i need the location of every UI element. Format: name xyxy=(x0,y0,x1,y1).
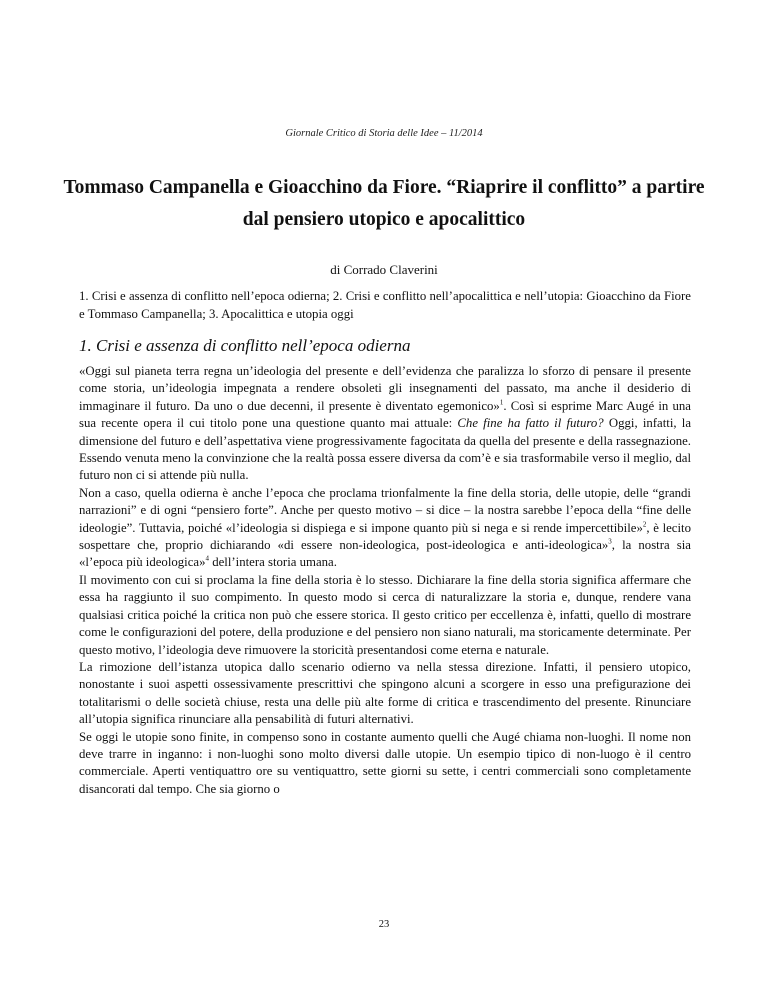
body-text xyxy=(79,363,691,798)
paragraph-2 xyxy=(79,485,691,572)
footnote-ref-2[interactable]: 2 xyxy=(642,520,647,529)
section-heading: 1. Crisi e assenza di conflitto nell’epoca odierna xyxy=(79,336,411,355)
paragraph-1-text-a: «Oggi sul pianeta terra regna un’ideologia del presente e dell’evidenza che paralizza lo sforzo di pensare il presente come storia, un’ideologia impegnata a rendere obsoleti gli insegnamenti del passato, ma anche il desiderio di immaginare il futuro. Da uno o due decenni, il presente è diventato egemonico» xyxy=(79,364,691,413)
footnote-ref-4[interactable]: 4 xyxy=(205,555,210,564)
book-title: Che fine ha fatto il futuro? xyxy=(457,416,604,431)
paragraph-4: La rimozione dell’istanza utopica dallo scenario odierno va nella stessa direzione. Infatti, il pensiero utopico, nonostante i suoi aspetti ossessivamente prescrittivi che spingono alcuni a scorgere in esso una prefigurazione dei totalitarismi o delle società chiuse, resta una delle più alte forme di critica e trascendimento del presente. Rinunciare all’utopia significa rinunciare alla pensabilità di futuri alternativi. xyxy=(79,659,691,727)
paragraph-3: Il movimento con cui si proclama la fine della storia è lo stesso. Dichiarare la fine della storia significa affermare che essa ha raggiunto il suo compimento. In questo modo si cerca di naturalizzare la storia e, dunque, rendere vana qualsiasi critica poiché la critica non può che essere storica. Il gesto critico per eccellenza è, infatti, quello di mostrare come le configurazioni del potere, della produzione e del pensiero non siano naturali, ma storicamente determinate. Per questo motivo, l’ideologia deve rimuovere la storicità presentandosi come eterna e naturale. xyxy=(79,572,691,657)
article-title: Tommaso Campanella e Gioacchino da Fiore. “Riaprire il conflitto” a partire dal pensiero utopico e apocalittico xyxy=(63,177,705,230)
footnote-ref-3[interactable]: 3 xyxy=(608,537,612,546)
paragraph-1 xyxy=(79,363,691,485)
paragraph-2-text-c: , la nostra sia «l’epoca più ideologica» xyxy=(79,538,691,570)
running-header: Giornale Critico di Storia delle Idee – 11/2014 xyxy=(285,128,483,139)
paragraph-1-text-c: Oggi, infatti, la dimensione del futuro e dell’aspettativa viene progressivamente fagocitata da quella del presente e della rassegnazione. Essendo venuta meno la convinzione che la realtà possa essere diversa da com’è e sia trasformabile verso il meglio, dal futuro non ci si attende più nulla. xyxy=(79,416,691,483)
paragraph-5: Se oggi le utopie sono finite, in compenso sono in costante aumento quelli che Augé chiama non-luoghi. Il nome non deve trarre in inganno: i non-luoghi sono molto diversi dalle utopie. Un esempio tipico di non-luogo è il centro commerciale. Aperti ventiquattro ore su ventiquattro, sette giorni su sette, i centri commerciali sono completamente disancorati dal tempo. Che sia giorno o xyxy=(79,729,691,796)
article-summary: 1. Crisi e assenza di conflitto nell’epoca odierna; 2. Crisi e conflitto nell’apocalittica e nell’utopia: Gioacchino da Fiore e Tommaso Campanella; 3. Apocalittica e utopia oggi xyxy=(79,289,691,321)
author-byline: di Corrado Claverini xyxy=(330,262,438,277)
paragraph-1-text-b: . Così si esprime Marc Augé in una sua recente opera il cui titolo pone una questione quanto mai attuale: xyxy=(79,398,691,431)
paragraph-2-text-b: , è lecito sospettare che, proprio dichiarando «di essere non-ideologica, post-ideologica e anti-ideologica» xyxy=(79,520,691,553)
page-number: 23 xyxy=(378,919,390,930)
footnote-ref-1[interactable]: 1 xyxy=(499,398,504,407)
paragraph-2-text-a: Non a caso, quella odierna è anche l’epoca che proclama trionfalmente la fine della storia, delle utopie, delle “grandi narrazioni” e di ogni “pensiero forte”. Anche per questo motivo – si dice – la nostra sarebbe l’epoca della “fine delle ideologie”. Tuttavia, poiché «l’ideologia si dispiega e si impone quanto più si nega e si rende impercettibile» xyxy=(79,485,691,535)
paragraph-2-text-d: dell’intera storia umana. xyxy=(209,555,337,570)
